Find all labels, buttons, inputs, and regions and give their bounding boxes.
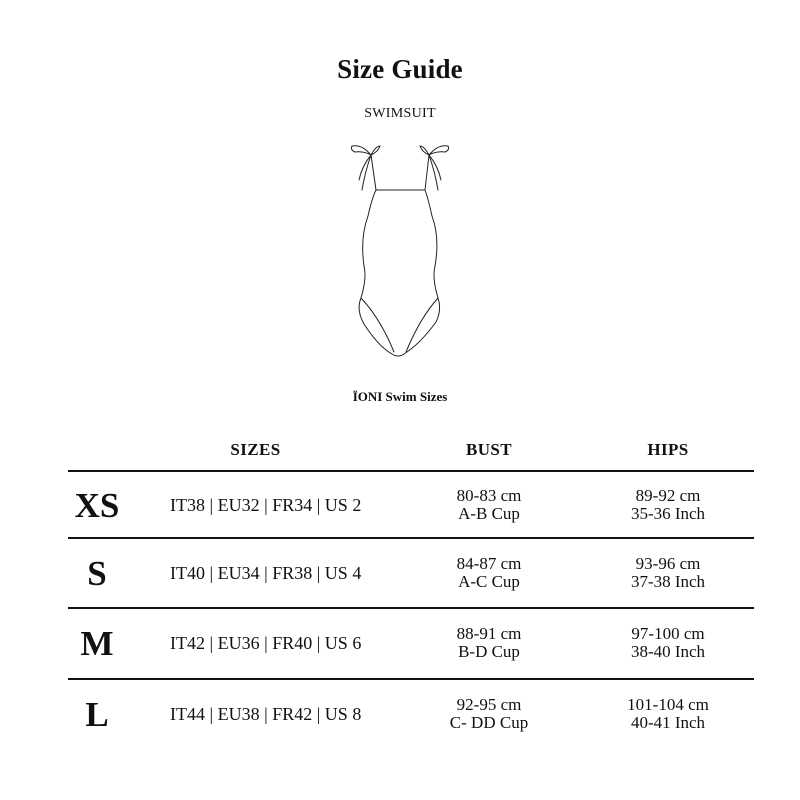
size-label: M	[80, 624, 114, 663]
bust-cup: A-B Cup	[458, 504, 520, 523]
size-label: XS	[74, 486, 120, 525]
size-label: S	[87, 554, 107, 593]
bust-cell	[421, 625, 557, 661]
hips-cell	[598, 555, 738, 591]
column-header-hips: HIPS	[647, 440, 689, 459]
bust-cell	[421, 555, 557, 591]
bust-cm: 92-95 cm	[456, 695, 522, 714]
bust-cup: C- DD Cup	[449, 713, 529, 732]
chart-caption: ÏONI Swim Sizes	[352, 389, 448, 404]
bust-cm: 84-87 cm	[456, 554, 522, 573]
hips-cm: 93-96 cm	[635, 554, 701, 573]
table-row	[68, 471, 754, 540]
size-conversion: IT44 | EU38 | FR42 | US 8	[170, 704, 362, 724]
bust-cm: 80-83 cm	[456, 486, 522, 505]
size-conversion: IT42 | EU36 | FR40 | US 6	[170, 633, 362, 653]
hips-cell	[598, 625, 738, 661]
size-conversion: IT38 | EU32 | FR34 | US 2	[170, 495, 362, 515]
hips-cm: 101-104 cm	[627, 695, 709, 714]
bust-cell	[421, 696, 557, 732]
column-header-sizes: SIZES	[230, 440, 281, 459]
column-header-bust: BUST	[465, 440, 512, 459]
hips-cell	[598, 487, 738, 523]
table-row	[68, 680, 754, 749]
product-category: SWIMSUIT	[364, 106, 436, 121]
size-label: L	[85, 695, 109, 734]
bust-cm: 88-91 cm	[456, 624, 522, 643]
hips-cell	[598, 696, 738, 732]
hips-cm: 97-100 cm	[631, 624, 705, 643]
hips-inch: 40-41 Inch	[630, 713, 706, 732]
table-row	[68, 609, 754, 678]
table-row	[68, 539, 754, 608]
hips-inch: 38-40 Inch	[630, 642, 706, 661]
swimsuit-icon	[340, 138, 460, 362]
hips-cm: 89-92 cm	[635, 486, 701, 505]
hips-inch: 37-38 Inch	[630, 572, 706, 591]
bust-cup: A-C Cup	[458, 572, 520, 591]
hips-inch: 35-36 Inch	[630, 504, 706, 523]
size-conversion: IT40 | EU34 | FR38 | US 4	[170, 563, 362, 583]
table-header	[68, 440, 754, 470]
page-title: Size Guide	[337, 54, 463, 84]
bust-cell	[421, 487, 557, 523]
bust-cup: B-D Cup	[458, 642, 520, 661]
